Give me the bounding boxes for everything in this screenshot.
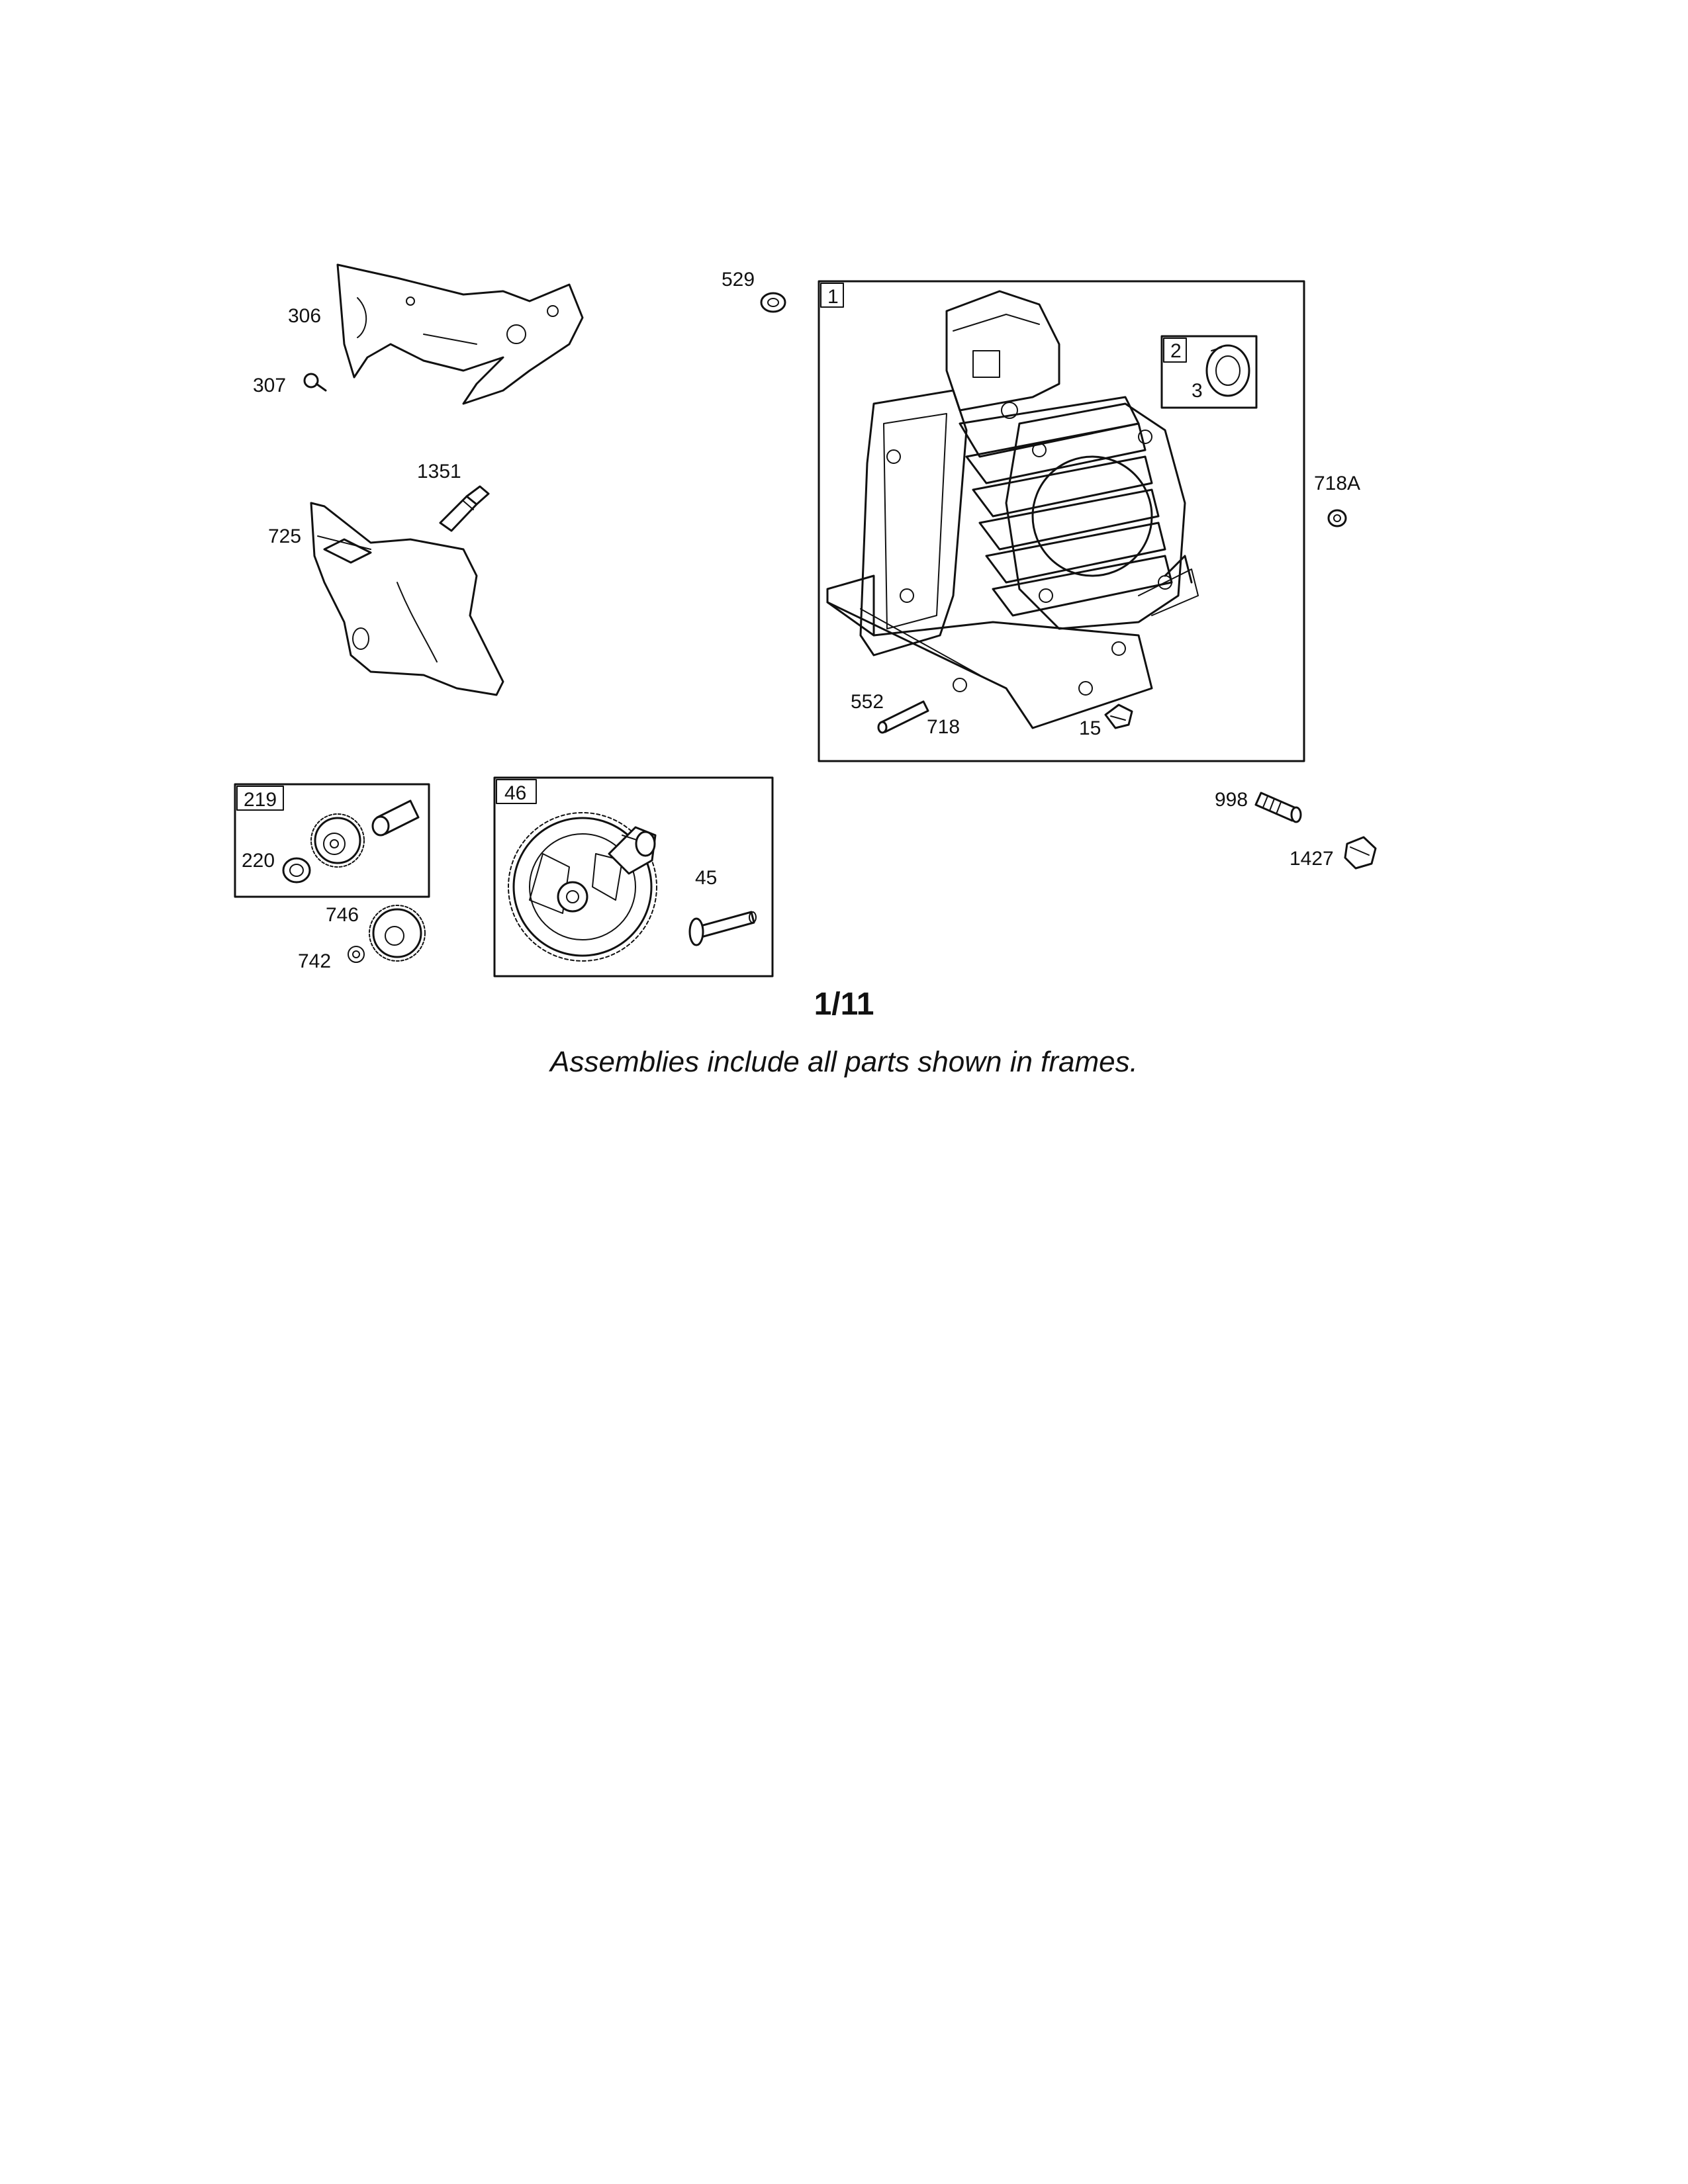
label-1351: 1351 — [417, 461, 461, 482]
part-529-nut — [761, 293, 785, 312]
frame-2-label: 2 — [1170, 340, 1182, 362]
frame-46-label: 46 — [504, 782, 527, 804]
label-3: 3 — [1192, 380, 1203, 402]
label-307: 307 — [253, 375, 287, 396]
label-746: 746 — [326, 904, 359, 926]
part-307-screw — [305, 374, 326, 390]
footnote: Assemblies include all parts shown in frames. — [550, 1046, 1138, 1078]
label-718A: 718A — [1314, 473, 1361, 494]
label-45: 45 — [695, 867, 718, 889]
label-15: 15 — [1079, 717, 1102, 739]
label-998: 998 — [1215, 789, 1248, 811]
part-746-gear — [369, 905, 425, 961]
label-529: 529 — [722, 269, 755, 291]
part-219-governor-gear — [311, 801, 418, 867]
part-998-tube — [1256, 793, 1301, 822]
label-725: 725 — [268, 525, 302, 547]
part-46-cam-gear — [508, 813, 657, 961]
label-552: 552 — [851, 691, 884, 713]
frame-1-label: 1 — [827, 286, 839, 308]
part-718A-pin — [1329, 510, 1346, 526]
part-306-bracket — [338, 265, 583, 404]
label-306: 306 — [288, 305, 322, 327]
part-3-seal — [1207, 345, 1249, 396]
part-725-shield — [311, 503, 503, 695]
part-1427-cap — [1345, 837, 1376, 868]
part-552-dowel — [878, 702, 928, 733]
part-220-washer — [283, 858, 310, 882]
frame-219-label: 219 — [244, 789, 277, 811]
part-15-plug — [1105, 705, 1132, 728]
label-1427: 1427 — [1289, 848, 1334, 870]
part-45-lifter — [690, 912, 756, 945]
label-220: 220 — [242, 850, 275, 872]
part-1-cylinder-block — [827, 291, 1198, 728]
label-742: 742 — [298, 950, 332, 972]
part-742-ring — [348, 946, 364, 962]
label-718: 718 — [927, 716, 961, 738]
page-number: 1/11 — [814, 987, 874, 1022]
part-1351-stud — [440, 486, 489, 531]
